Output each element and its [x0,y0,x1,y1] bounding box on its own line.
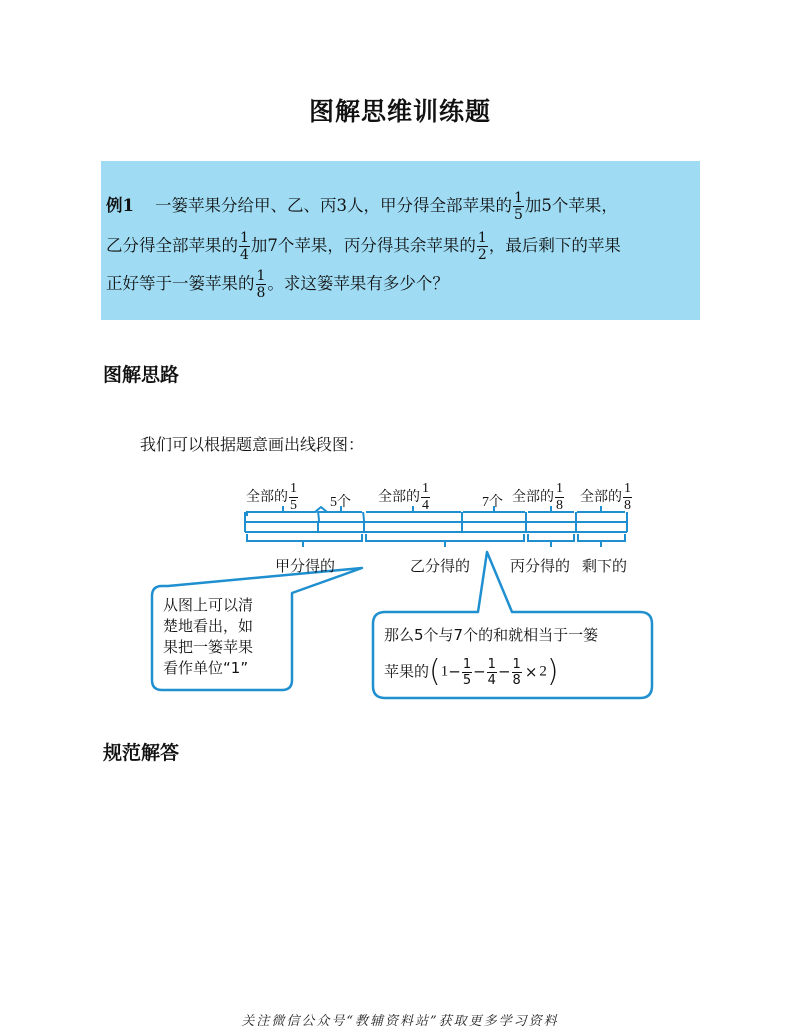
fraction: $\frac{1}{8}$ [256,268,266,301]
label-rest-fraction: 全部的 $\frac{1}{8}$ [580,481,631,513]
label-yi-fraction: 全部的 $\frac{1}{4}$ [378,481,429,513]
label-7: 7个 [482,495,503,510]
section-heading-answer: 规范解答 [103,742,180,764]
label-bing: 丙分得的 [510,559,571,575]
label-rest: 剩下的 [582,559,628,575]
fraction: $\frac{1}{2}$ [477,230,487,263]
problem-text: 正好等于一篓苹果的 [106,274,255,293]
bubble-right-line-2: 苹果的(1− $\frac{1}{5}$ − $\frac{1}{4}$ − $\frac{1}{8}$ × 2) [384,654,559,689]
problem-text: 一篓苹果分给甲、乙、丙3人，甲分得全部苹果的 [154,196,512,215]
page-title: 图解思维训练题 [308,97,491,126]
intro-text: 我们可以根据题意画出线段图： [140,435,365,454]
problem-text: 。求这篓苹果有多少个？ [267,274,449,293]
fraction: $\frac{1}{4}$ [240,230,249,263]
problem-label: 例1 [106,196,134,215]
footer-watermark: 关注微信公众号“教辅资料站”获取更多学习资料 [241,1014,559,1029]
label-5: 5个 [330,495,351,510]
label-jia: 甲分得的 [275,559,336,575]
label-jia-fraction: 全部的 $\frac{1}{5}$ [246,481,297,513]
problem-text: 乙分得全部苹果的 [106,236,238,255]
fraction: $\frac{1}{5}$ [513,190,523,223]
label-bing-fraction: 全部的 $\frac{1}{8}$ [512,481,563,513]
problem-text: 加7个苹果，丙分得其余苹果的 [250,236,476,255]
label-yi: 乙分得的 [410,559,471,575]
bubble-left-text: 从图上可以清 楚地看出，如 果把一篓苹果 看作单位“1” [163,596,254,677]
bubble-right-line-1: 那么5个与7个的和就相当于一篓 [384,626,599,644]
section-heading-thinking: 图解思路 [103,364,180,386]
problem-text: 加5个苹果， [524,196,618,215]
problem-text: ，最后剩下的苹果 [488,236,621,255]
